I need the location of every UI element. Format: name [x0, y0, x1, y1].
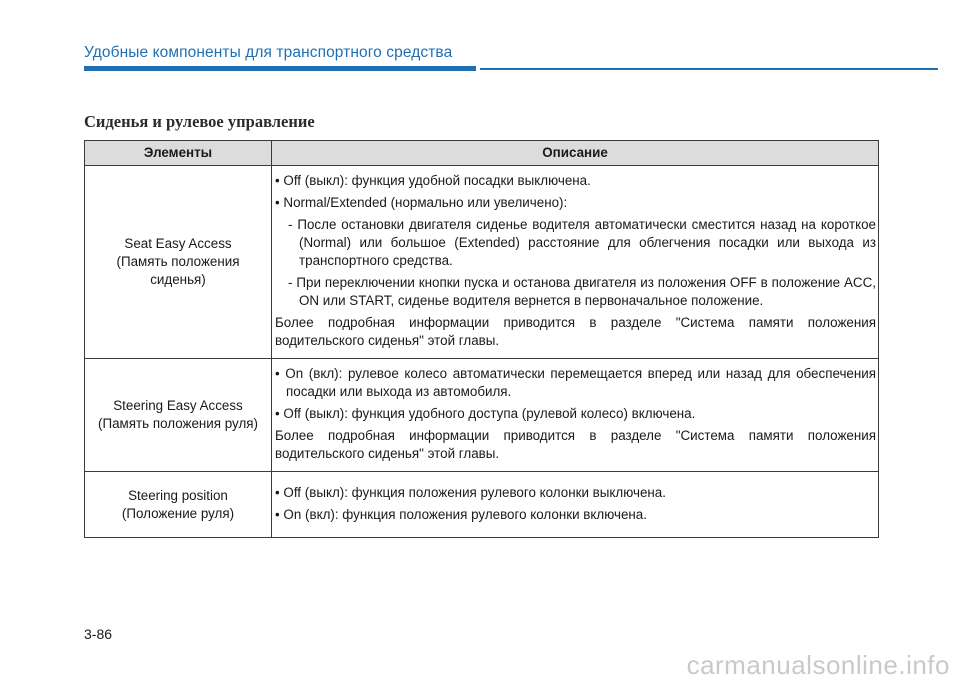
table-header-row — [85, 141, 879, 166]
element-name: Steering Easy Access — [113, 398, 243, 413]
description-bullet: • Normal/Extended (нормально или увеличено): — [275, 195, 568, 210]
description-cell — [272, 359, 879, 472]
description-subitem: - При переключении кнопки пуска и останова двигателя из положения OFF в положение ACC, ON или START, сиденье водителя вернется в первоначальное положение. — [288, 275, 876, 308]
description-bullet: • Off (выкл): функция положения рулевого колонки выключена. — [275, 484, 666, 500]
header-rule-thin — [480, 68, 938, 70]
description-subitem: - После остановки двигателя сиденье водителя автоматически сместится назад на короткое (Normal) или большое (Extended) расстояние для облегчения посадки или выхода из транспортного средства. — [288, 217, 876, 268]
description-bullet: • Off (выкл): функция удобной посадки выключена. — [275, 173, 591, 188]
description-cell — [272, 472, 879, 538]
element-subtitle: (Память положения — [116, 254, 240, 269]
description-bullet: • On (вкл): функция положения рулевого колонки включена. — [275, 506, 647, 522]
description-note: Более подробная информации приводится в разделе "Система памяти положения водительского сиденья" этой главы. — [275, 428, 876, 461]
element-name: Seat Easy Access — [124, 236, 232, 251]
description-cell — [272, 166, 879, 359]
chapter-title: Удобные компоненты для транспортного средства — [84, 44, 453, 61]
header-rule-thick — [84, 66, 476, 71]
table-row — [85, 359, 879, 472]
element-subtitle: сиденья) — [150, 272, 206, 287]
element-cell — [85, 359, 272, 472]
section-title: Сиденья и рулевое управление — [84, 112, 315, 131]
element-subtitle: (Память положения руля) — [98, 416, 258, 431]
description-bullet: • On (вкл): рулевое колесо автоматически перемещается вперед или назад для обеспечения посадки или выхода из автомобиля. — [275, 366, 876, 399]
column-header-elements: Элементы — [85, 141, 272, 166]
table-row — [85, 166, 879, 359]
table-row — [85, 472, 879, 538]
element-subtitle: (Положение руля) — [121, 505, 235, 521]
column-header-description: Описание — [272, 141, 879, 166]
features-table — [84, 140, 879, 538]
element-cell — [85, 166, 272, 359]
page-number: 3-86 — [84, 626, 113, 642]
element-cell — [85, 472, 272, 538]
watermark: carmanualsonline.info — [686, 650, 950, 680]
element-name: Steering position — [128, 487, 228, 503]
description-note: Более подробная информации приводится в разделе "Система памяти положения водительского сиденья" этой главы. — [275, 315, 876, 348]
description-bullet: • Off (выкл): функция удобного доступа (рулевой колесо) включена. — [275, 406, 696, 421]
